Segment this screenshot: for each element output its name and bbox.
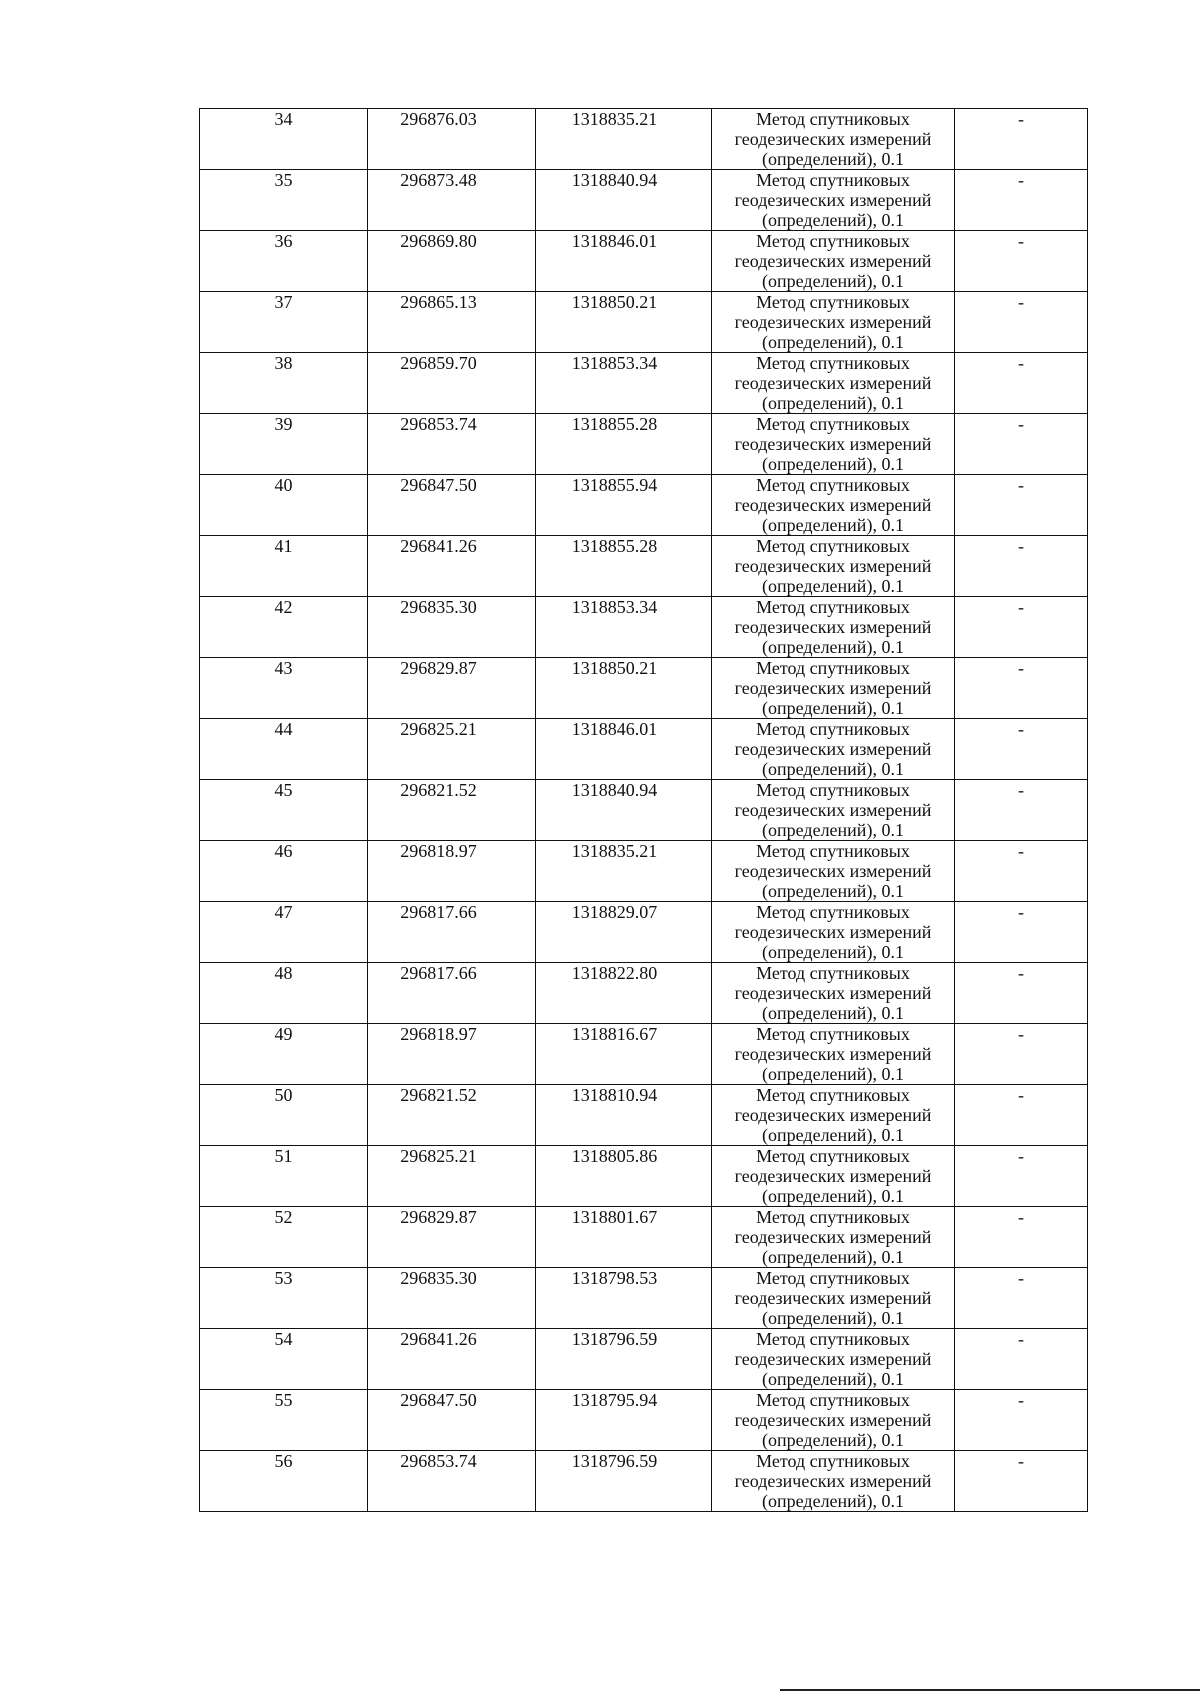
table-row [200,1024,1088,1085]
table-row [200,597,1088,658]
note-cell: - [955,902,1088,963]
point-number-cell: 46 [200,841,368,902]
table-row [200,231,1088,292]
method-cell: Метод спутниковых геодезических измерений (определений), 0.1 [712,1390,955,1451]
x-coordinate-cell: 296853.74 [368,414,536,475]
y-coordinate-cell: 1318835.21 [536,109,712,170]
x-coordinate-cell: 296841.26 [368,1329,536,1390]
y-coordinate-cell: 1318801.67 [536,1207,712,1268]
x-coordinate-cell: 296817.66 [368,902,536,963]
x-coordinate-cell: 296835.30 [368,1268,536,1329]
x-coordinate-cell: 296847.50 [368,1390,536,1451]
x-coordinate-cell: 296865.13 [368,292,536,353]
method-cell: Метод спутниковых геодезических измерений (определений), 0.1 [712,1085,955,1146]
point-number-cell: 44 [200,719,368,780]
table-row [200,536,1088,597]
y-coordinate-cell: 1318822.80 [536,963,712,1024]
table-row [200,1329,1088,1390]
x-coordinate-cell: 296821.52 [368,1085,536,1146]
method-cell: Метод спутниковых геодезических измерений (определений), 0.1 [712,536,955,597]
y-coordinate-cell: 1318855.94 [536,475,712,536]
note-cell: - [955,536,1088,597]
note-cell: - [955,414,1088,475]
method-cell: Метод спутниковых геодезических измерений (определений), 0.1 [712,1268,955,1329]
note-cell: - [955,1451,1088,1512]
note-cell: - [955,353,1088,414]
point-number-cell: 40 [200,475,368,536]
note-cell: - [955,170,1088,231]
point-number-cell: 56 [200,1451,368,1512]
y-coordinate-cell: 1318853.34 [536,597,712,658]
table-row [200,1390,1088,1451]
point-number-cell: 37 [200,292,368,353]
point-number-cell: 48 [200,963,368,1024]
y-coordinate-cell: 1318855.28 [536,414,712,475]
note-cell: - [955,475,1088,536]
table-row [200,292,1088,353]
x-coordinate-cell: 296859.70 [368,353,536,414]
point-number-cell: 42 [200,597,368,658]
method-cell: Метод спутниковых геодезических измерений (определений), 0.1 [712,475,955,536]
table-row [200,780,1088,841]
point-number-cell: 36 [200,231,368,292]
note-cell: - [955,292,1088,353]
y-coordinate-cell: 1318805.86 [536,1146,712,1207]
point-number-cell: 47 [200,902,368,963]
x-coordinate-cell: 296876.03 [368,109,536,170]
method-cell: Метод спутниковых геодезических измерений (определений), 0.1 [712,292,955,353]
y-coordinate-cell: 1318798.53 [536,1268,712,1329]
point-number-cell: 55 [200,1390,368,1451]
method-cell: Метод спутниковых геодезических измерений (определений), 0.1 [712,658,955,719]
point-number-cell: 34 [200,109,368,170]
table-row [200,353,1088,414]
x-coordinate-cell: 296853.74 [368,1451,536,1512]
y-coordinate-cell: 1318846.01 [536,719,712,780]
note-cell: - [955,1085,1088,1146]
note-cell: - [955,780,1088,841]
table-row [200,414,1088,475]
table-row [200,658,1088,719]
x-coordinate-cell: 296825.21 [368,1146,536,1207]
method-cell: Метод спутниковых геодезических измерений (определений), 0.1 [712,597,955,658]
method-cell: Метод спутниковых геодезических измерений (определений), 0.1 [712,963,955,1024]
y-coordinate-cell: 1318846.01 [536,231,712,292]
point-number-cell: 39 [200,414,368,475]
table-row [200,475,1088,536]
method-cell: Метод спутниковых геодезических измерений (определений), 0.1 [712,1207,955,1268]
note-cell: - [955,963,1088,1024]
table-row [200,1207,1088,1268]
x-coordinate-cell: 296829.87 [368,1207,536,1268]
footer-rule [780,1689,1200,1691]
note-cell: - [955,1268,1088,1329]
y-coordinate-cell: 1318840.94 [536,780,712,841]
point-number-cell: 52 [200,1207,368,1268]
note-cell: - [955,1024,1088,1085]
y-coordinate-cell: 1318816.67 [536,1024,712,1085]
y-coordinate-cell: 1318853.34 [536,353,712,414]
point-number-cell: 38 [200,353,368,414]
note-cell: - [955,658,1088,719]
point-number-cell: 53 [200,1268,368,1329]
table-row [200,963,1088,1024]
method-cell: Метод спутниковых геодезических измерений (определений), 0.1 [712,780,955,841]
point-number-cell: 45 [200,780,368,841]
note-cell: - [955,1329,1088,1390]
x-coordinate-cell: 296847.50 [368,475,536,536]
y-coordinate-cell: 1318796.59 [536,1451,712,1512]
note-cell: - [955,109,1088,170]
point-number-cell: 54 [200,1329,368,1390]
x-coordinate-cell: 296835.30 [368,597,536,658]
point-number-cell: 50 [200,1085,368,1146]
method-cell: Метод спутниковых геодезических измерений (определений), 0.1 [712,1024,955,1085]
y-coordinate-cell: 1318850.21 [536,292,712,353]
note-cell: - [955,719,1088,780]
coordinates-table [199,108,1088,1512]
x-coordinate-cell: 296841.26 [368,536,536,597]
y-coordinate-cell: 1318810.94 [536,1085,712,1146]
note-cell: - [955,841,1088,902]
point-number-cell: 35 [200,170,368,231]
x-coordinate-cell: 296818.97 [368,841,536,902]
note-cell: - [955,1390,1088,1451]
table-row [200,1451,1088,1512]
x-coordinate-cell: 296825.21 [368,719,536,780]
y-coordinate-cell: 1318835.21 [536,841,712,902]
method-cell: Метод спутниковых геодезических измерений (определений), 0.1 [712,1146,955,1207]
y-coordinate-cell: 1318840.94 [536,170,712,231]
x-coordinate-cell: 296829.87 [368,658,536,719]
note-cell: - [955,1207,1088,1268]
table-row [200,902,1088,963]
method-cell: Метод спутниковых геодезических измерений (определений), 0.1 [712,902,955,963]
y-coordinate-cell: 1318796.59 [536,1329,712,1390]
table-row [200,1085,1088,1146]
method-cell: Метод спутниковых геодезических измерений (определений), 0.1 [712,1451,955,1512]
note-cell: - [955,1146,1088,1207]
point-number-cell: 51 [200,1146,368,1207]
y-coordinate-cell: 1318795.94 [536,1390,712,1451]
table-row [200,841,1088,902]
method-cell: Метод спутниковых геодезических измерений (определений), 0.1 [712,170,955,231]
x-coordinate-cell: 296817.66 [368,963,536,1024]
method-cell: Метод спутниковых геодезических измерений (определений), 0.1 [712,231,955,292]
method-cell: Метод спутниковых геодезических измерений (определений), 0.1 [712,719,955,780]
note-cell: - [955,597,1088,658]
method-cell: Метод спутниковых геодезических измерений (определений), 0.1 [712,414,955,475]
table-row [200,1146,1088,1207]
point-number-cell: 43 [200,658,368,719]
method-cell: Метод спутниковых геодезических измерений (определений), 0.1 [712,109,955,170]
method-cell: Метод спутниковых геодезических измерений (определений), 0.1 [712,841,955,902]
table-row [200,1268,1088,1329]
x-coordinate-cell: 296873.48 [368,170,536,231]
method-cell: Метод спутниковых геодезических измерений (определений), 0.1 [712,353,955,414]
x-coordinate-cell: 296818.97 [368,1024,536,1085]
table-row [200,719,1088,780]
table-row [200,109,1088,170]
method-cell: Метод спутниковых геодезических измерений (определений), 0.1 [712,1329,955,1390]
point-number-cell: 41 [200,536,368,597]
point-number-cell: 49 [200,1024,368,1085]
x-coordinate-cell: 296869.80 [368,231,536,292]
y-coordinate-cell: 1318829.07 [536,902,712,963]
coordinates-table-body [200,109,1088,1512]
y-coordinate-cell: 1318850.21 [536,658,712,719]
table-row [200,170,1088,231]
note-cell: - [955,231,1088,292]
x-coordinate-cell: 296821.52 [368,780,536,841]
y-coordinate-cell: 1318855.28 [536,536,712,597]
